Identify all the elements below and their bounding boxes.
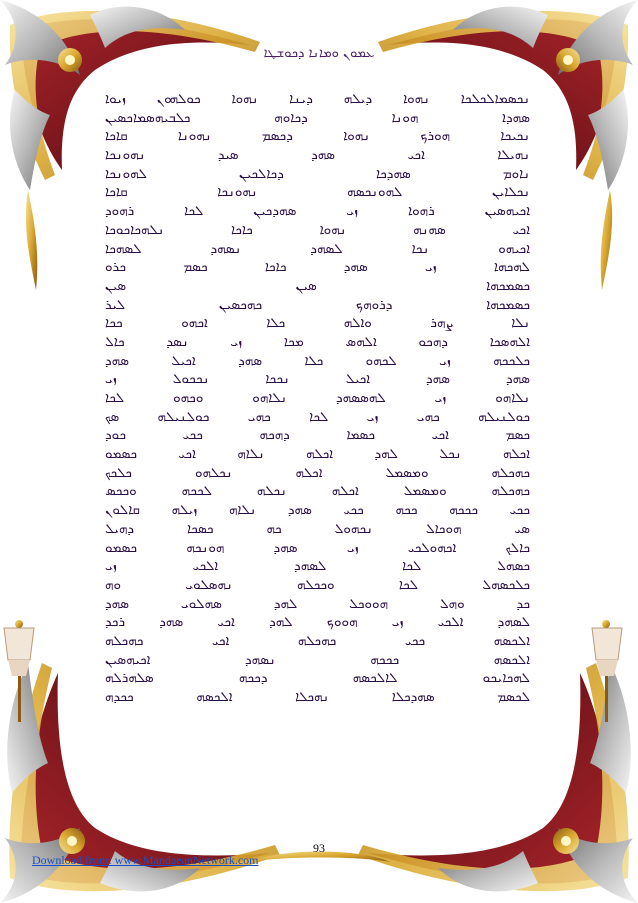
- text-line: ܐܠܗܣܟܐ ܕܗܟܘ ܐܠܗܣ ܡܟܐ ܙܝ ܢܣܕ ܟܐܠ: [105, 333, 530, 350]
- text-line: ܠܗܟܗܐ ܙܝ ܣܗܕ ܟܐܟܐ ܟܣܡ ܟܪܘ: [105, 259, 530, 276]
- text-line: ܐܠܟܣܗ ܟܟܝ ܟܗܟܠܗ ܐܟܝ ܟܗܟܠܗ: [105, 632, 530, 649]
- text-line: ܣܗܕ ܣܗܕ ܐܟܝܠ ܢܟܟܐ ܢܟܟܘܠ ܙܝ: [105, 371, 530, 388]
- text-line: ܠܣܗܕ ܐܠܟܝ ܙܝ ܗܘܘܟ ܠܗܕ ܐܟܝ ܣܗܕ ܪܟܕ: [105, 614, 530, 631]
- text-line: ܢܟܠܐܝܢ ܠܗܘܢܟܣܗ ܢܗܘܢܟܐ ܩܐܟܐ: [105, 184, 530, 201]
- text-line: ܟܠܟܟܗ ܙܝ ܠܟܗܘ ܟܠܐ ܣܗܕ ܐܟܝܠ ܣܗܕ: [105, 352, 530, 369]
- text-line: ܟܟܝ ܟܟܟܗ ܟܟܗ ܟܟܝ ܣܗܕ ܢܠܐܗ ܙܝܠܗ ܩܐܠܘܢ: [105, 502, 530, 519]
- text-line: ܟܘܠܢܝܠܗ ܟܗܝ ܙܝ ܠܟܐ ܟܗܝ ܟܘܠܢܝܠܗ ܣܟ: [105, 408, 530, 425]
- text-line: ܟܣܡܟܗܐ ܕܪܘܗܟ ܟܗܟܣܝܢ ܠܝܪ: [105, 296, 530, 313]
- text-line: ܢܐܘܡ ܣܗܕܟܐ ܕܟܐܠܟܝܢ ܠܗܘܢܟܐ: [105, 165, 530, 182]
- mandaic-text-body: [105, 90, 530, 707]
- text-line: ܢܗܝܠܐ ܐܟܝ ܣܗܕ ܣܝܕ ܢܗܘܢܟܐ: [105, 147, 530, 164]
- text-line: ܟܗܟܠܗ ܘܡܣܡܠ ܐܟܠܗ ܢܟܠܗ ܠܟܟܗ ܘܟܟܣ: [105, 483, 530, 500]
- text-line: ܣܝ ܗܘܟܐܠ ܢܟܗܘܠ ܟܗ ܟܣܟܐ ܕܗܝܠ: [105, 520, 530, 537]
- text-line: ܣܗܕܐ ܗܘܢܐ ܕܟܐܘܗ ܟܠܒܝܗܣܡܐܟܣܝܢ: [105, 109, 530, 126]
- text-line: ܢܟܣܡܐܠܟܠܟܐ ܢܗܘܐ ܕܝܠܗ ܕܝܢܐ ܢܗܘܐ ܟܘܠܗܘܢ ܙܝܘܐ: [105, 91, 530, 107]
- text-line: ܟܗܟܠܗ ܘܡܣܡܠ ܐܟܠܗ ܢܟܠܗܘ ܟܠܟܟ: [105, 464, 530, 481]
- text-line: ܟܣܡ ܐܟܝ ܟܣܡܐ ܕܗܟܗ ܟܟܝ ܟܘܕ: [105, 427, 530, 444]
- page-number: 93: [313, 841, 325, 855]
- text-line: ܟܕ ܘܗܠ ܗܘܘܟܠ ܠܗܕ ܣܗܠܘܝ ܣܗܕ: [105, 595, 530, 612]
- text-line: ܢܟܝܟܐ ܗܘܪܟ ܢܗܘܐ ܕܟܣܡ ܢܗܘܢܐ ܩܐܟܐ: [105, 128, 530, 145]
- text-line: ܐܟܝܗܣܝܢ ܪܗܘܐ ܙܝ ܣܗܕܟܝܢ ܠܟܐ ܪܗܘܕ: [105, 203, 530, 220]
- text-line: ܐܠܟܣܗ ܟܟܟܗ ܢܣܗܕ ܐܟܝܗܣܝܢ: [105, 651, 530, 668]
- page-header-title: ܥܡܘܢ ܘܡܐܢܐ ܕܟܘܫܛܐ: [263, 46, 375, 61]
- text-line: ܐܟܠܗ ܢܟܠ ܠܗܕ ܐܟܠܗ ܢܠܐܗ ܐܟܝ ܟܣܡܘ: [105, 446, 530, 463]
- text-line: ܟܠܟܣܗܠ ܠܟܐ ܘܟܟܠܗ ܢܗܣܠܘܝ ܘܗ: [105, 576, 530, 593]
- text-line: ܟܐܠܟ ܐܟܗܘܠܟܝ ܙܝ ܣܗܕ ܗܘܢܟܗ ܟܣܡܘ: [105, 539, 530, 556]
- text-line: ܐܟܝܗܘ ܢܟܐ ܠܣܗܕ ܢܣܗܕ ܠܣܗܟܐ: [105, 240, 530, 257]
- text-line: ܐܟܝ ܣܗܢܗ ܢܗܘܐ ܟܐܟܐ ܢܠܗܟܐܟܘܟܐ: [105, 221, 530, 238]
- download-source-link[interactable]: Download from: www.MandaeanNetwork.com: [32, 853, 259, 867]
- text-line: ܟܣܡܟܗܐ ܣܝܢ ܣܝܢ: [105, 277, 530, 294]
- text-line: ܠܟܣܡ ܣܗܕܟܠܐ ܢܗܟܠܐ ܐܠܟܣܗ ܟܟܕܗ: [105, 689, 530, 705]
- text-line: ܢܠܐ ܨܗܪ ܘܐܠܗ ܟܠܐ ܐܟܗܘ ܟܟܐ: [105, 315, 530, 332]
- text-line: ܢܠܐܗܘ ܙܝ ܠܗܣܣܗܕ ܢܠܐܗܘ ܘܟܗܘ ܠܟܐ: [105, 390, 530, 406]
- text-line: ܟܣܗܠ ܠܟܐ ܠܣܗܕ ܐܠܟܝ ܙܝ: [105, 558, 530, 575]
- text-line: ܠܗܟܐܝܟܘ ܠܐܠܟܣܗ ܕܟܟܗ ܣܠܗܪܠܗ: [105, 670, 530, 687]
